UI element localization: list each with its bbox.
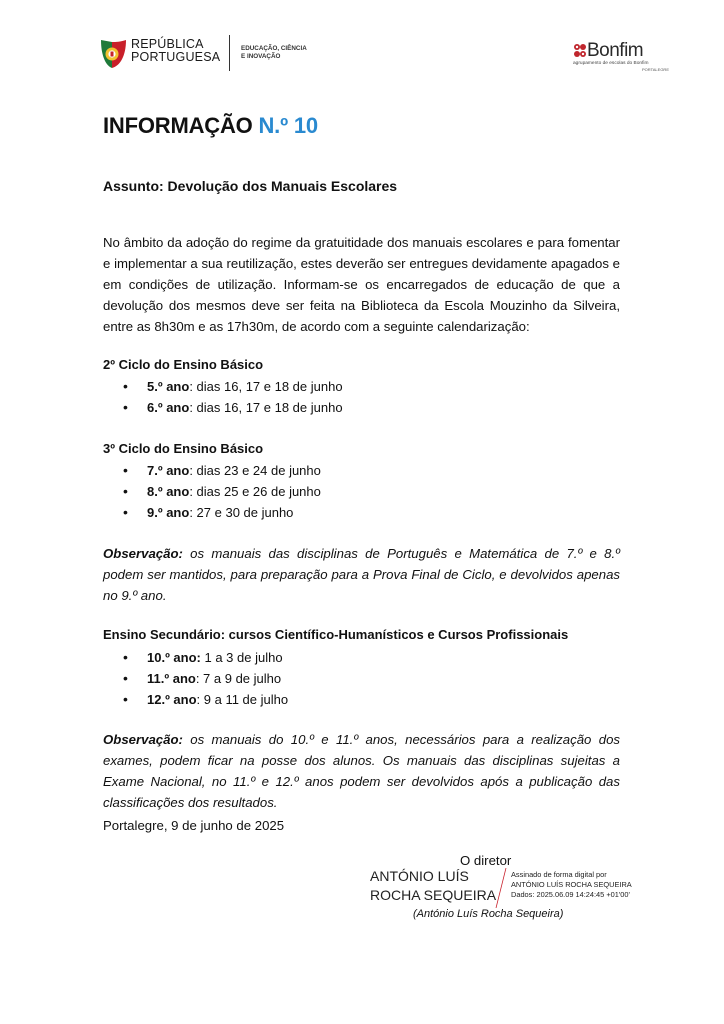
list-item xyxy=(123,376,343,397)
schedule-list-3rd-cycle xyxy=(123,460,321,524)
signer-role: O diretor xyxy=(460,853,512,868)
signature-name-line-1: ANTÓNIO LUÍS xyxy=(370,868,469,884)
grade-dates: 1 a 3 de julho xyxy=(200,650,283,665)
grade-label: 12.º ano xyxy=(147,692,197,708)
grade-dates: : dias 16, 17 e 18 de junho xyxy=(189,379,343,394)
ministry-line-2: E INOVAÇÃO xyxy=(241,53,281,60)
observation-label: Observação: xyxy=(103,546,183,561)
place-and-date: Portalegre, 9 de junho de 2025 xyxy=(103,818,285,833)
observation-paragraph-2 xyxy=(103,729,620,813)
signature-detail-line-2: ANTÓNIO LUÍS ROCHA SEQUEIRA xyxy=(511,880,632,889)
list-item xyxy=(123,460,321,481)
observation-text: os manuais do 10.º e 11.º anos, necessários para a realização dos exames, podem ficar na posse dos alunos. Os manuais das disciplinas sujeitas a Exame Nacional, no 11.º e 12.º anos podem ser devolvidos após a publicação das classificações dos resultados. xyxy=(103,732,620,810)
list-item xyxy=(123,668,288,689)
list-item xyxy=(123,481,321,502)
grade-label: 8.º ano xyxy=(147,484,190,500)
digital-signature-name xyxy=(370,867,496,905)
observation-label: Observação: xyxy=(103,732,183,747)
list-item xyxy=(123,689,288,710)
schedule-list-2nd-cycle xyxy=(123,376,343,418)
list-item xyxy=(123,397,343,418)
school-logo-city: PORTALEGRE xyxy=(642,67,669,72)
list-item xyxy=(123,502,321,523)
school-logo xyxy=(573,41,669,87)
ministry-line-1: EDUCAÇÃO, CIÊNCIA xyxy=(241,45,307,52)
section-title-2nd-cycle: 2º Ciclo do Ensino Básico xyxy=(103,357,264,372)
printed-signer-name: (António Luís Rocha Sequeira) xyxy=(413,908,564,920)
signature-name-line-2: ROCHA SEQUEIRA xyxy=(370,887,497,903)
list-item xyxy=(123,647,288,668)
signature-detail-line-1: Assinado de forma digital por xyxy=(511,870,607,879)
section-title-3rd-cycle: 3º Ciclo do Ensino Básico xyxy=(103,441,264,456)
republic-line-1: REPÚBLICA xyxy=(131,37,204,51)
title-number: N.º 10 xyxy=(258,113,318,138)
section-title-secondary: Ensino Secundário: cursos Científico-Humanísticos e Cursos Profissionais xyxy=(103,627,569,642)
signature-divider-icon xyxy=(495,868,507,908)
grade-label: 11.º ano xyxy=(147,671,196,687)
header-divider xyxy=(229,35,230,71)
grade-label: 6.º ano xyxy=(147,400,190,416)
grade-dates: : dias 23 e 24 de junho xyxy=(189,463,321,478)
grade-dates: : dias 25 e 26 de junho xyxy=(189,484,321,500)
portuguese-republic-emblem-icon xyxy=(98,36,130,70)
grade-label: 7.º ano xyxy=(147,463,190,478)
signature-detail-line-3: Dados: 2025.06.09 14:24:45 +01'00' xyxy=(511,890,630,899)
grade-label: 10.º ano: xyxy=(147,650,201,665)
republic-line-2: PORTUGUESA xyxy=(131,50,221,64)
grade-label: 9.º ano xyxy=(147,505,190,521)
school-logo-mark-icon xyxy=(573,43,587,59)
observation-paragraph-1 xyxy=(103,543,620,606)
observation-text: os manuais das disciplinas de Português e Matemática de 7.º e 8.º podem ser mantidos, para preparação para a Prova Final de Ciclo, e devolvidos apenas no 9.º ano. xyxy=(103,546,620,603)
schedule-list-secondary xyxy=(123,647,288,711)
school-logo-subtitle: agrupamento de escolas do Bonfim xyxy=(573,61,649,66)
intro-paragraph: No âmbito da adoção do regime da gratuitidade dos manuais escolares e para fomentar e implementar a sua reutilização, estes deverão ser entregues devidamente apagados e em condições de utilização. Informam-se os encarregados de educação de que a devolução dos mesmos deve ser feita na Biblioteca da Escola Mouzinho da Silveira, entre as 8h30m e as 17h30m, de acordo com a seguinte calendarização: xyxy=(103,235,620,334)
grade-dates: : dias 16, 17 e 18 de junho xyxy=(189,400,343,416)
digital-signature-details xyxy=(511,870,632,900)
republic-wordmark xyxy=(131,38,220,64)
title-label: INFORMAÇÃO xyxy=(103,113,253,138)
school-logo-text: Bonfim xyxy=(587,40,644,61)
grade-dates: : 9 a 11 de julho xyxy=(196,692,289,708)
grade-dates: : 27 e 30 de junho xyxy=(189,505,294,521)
subject-line: Assunto: Devolução dos Manuais Escolares xyxy=(103,178,398,194)
grade-dates: : 7 a 9 de julho xyxy=(195,671,282,687)
grade-label: 5.º ano xyxy=(147,379,190,394)
page-title xyxy=(103,113,318,139)
ministry-name xyxy=(241,45,307,61)
